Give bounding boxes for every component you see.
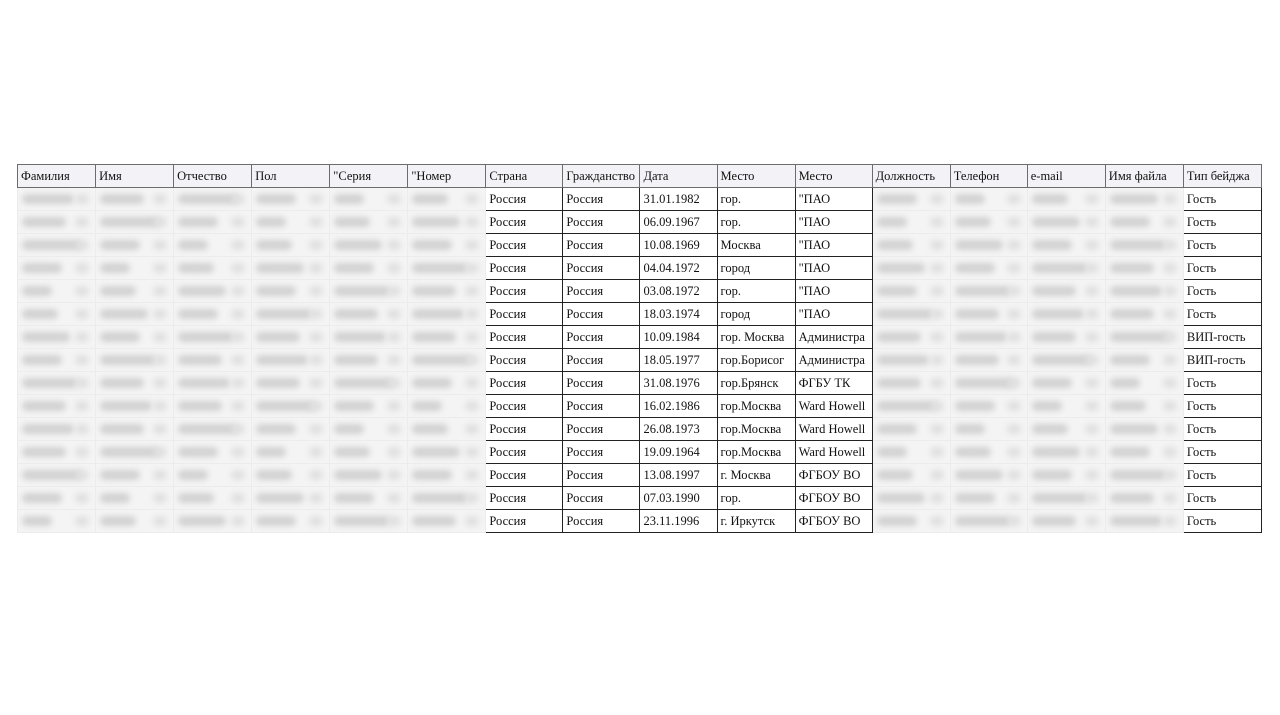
cell-country[interactable]: Россия [486,257,563,280]
cell-firstname-redacted[interactable] [96,257,174,280]
cell-passport-number-redacted[interactable] [408,326,486,349]
table-row [18,395,1262,418]
table-row [18,211,1262,234]
cell-birth-place[interactable]: гор. Москва [717,326,795,349]
cell-date[interactable]: 13.08.1997 [640,464,717,487]
cell-passport-series-redacted[interactable] [330,257,408,280]
cell-gender-redacted[interactable] [252,441,330,464]
col-header-passport-number[interactable]: "Номер [408,165,486,188]
cell-birth-place[interactable]: гор. [717,487,795,510]
cell-country[interactable]: Россия [486,234,563,257]
cell-citizenship[interactable]: Россия [563,487,640,510]
cell-filename-redacted[interactable] [1105,326,1183,349]
cell-gender-redacted[interactable] [252,257,330,280]
cell-gender-redacted[interactable] [252,418,330,441]
cell-patronymic-redacted[interactable] [174,372,252,395]
cell-phone-redacted[interactable] [950,418,1027,441]
cell-position-redacted[interactable] [872,188,950,211]
cell-firstname-redacted[interactable] [96,464,174,487]
cell-passport-number-redacted[interactable] [408,211,486,234]
cell-firstname-redacted[interactable] [96,303,174,326]
cell-country[interactable]: Россия [486,188,563,211]
cell-country[interactable]: Россия [486,441,563,464]
cell-patronymic-redacted[interactable] [174,349,252,372]
cell-badge-type[interactable]: Гость [1183,395,1261,418]
cell-position-redacted[interactable] [872,441,950,464]
cell-position-redacted[interactable] [872,464,950,487]
cell-patronymic-redacted[interactable] [174,303,252,326]
cell-passport-series-redacted[interactable] [330,211,408,234]
cell-country[interactable]: Россия [486,372,563,395]
cell-filename-redacted[interactable] [1105,234,1183,257]
table-row [18,188,1262,211]
cell-gender-redacted[interactable] [252,349,330,372]
cell-gender-redacted[interactable] [252,211,330,234]
cell-patronymic-redacted[interactable] [174,234,252,257]
cell-position-redacted[interactable] [872,372,950,395]
col-header-passport-series[interactable]: "Серия [330,165,408,188]
cell-lastname-redacted[interactable] [18,349,96,372]
table-row [18,487,1262,510]
cell-filename-redacted[interactable] [1105,303,1183,326]
cell-citizenship[interactable]: Россия [563,349,640,372]
cell-patronymic-redacted[interactable] [174,464,252,487]
cell-filename-redacted[interactable] [1105,487,1183,510]
cell-email-redacted[interactable] [1027,234,1105,257]
cell-work-place[interactable]: Ward Howell [795,418,872,441]
cell-passport-series-redacted[interactable] [330,303,408,326]
cell-birth-place[interactable]: гор.Брянск [717,372,795,395]
col-header-email[interactable]: e-mail [1027,165,1105,188]
cell-phone-redacted[interactable] [950,441,1027,464]
cell-filename-redacted[interactable] [1105,395,1183,418]
cell-patronymic-redacted[interactable] [174,441,252,464]
table-row [18,441,1262,464]
cell-gender-redacted[interactable] [252,280,330,303]
cell-birth-place[interactable]: Москва [717,234,795,257]
cell-passport-series-redacted[interactable] [330,234,408,257]
cell-filename-redacted[interactable] [1105,372,1183,395]
cell-lastname-redacted[interactable] [18,188,96,211]
cell-citizenship[interactable]: Россия [563,441,640,464]
cell-passport-number-redacted[interactable] [408,372,486,395]
cell-date[interactable]: 07.03.1990 [640,487,717,510]
cell-lastname-redacted[interactable] [18,326,96,349]
cell-passport-number-redacted[interactable] [408,303,486,326]
cell-firstname-redacted[interactable] [96,487,174,510]
cell-passport-series-redacted[interactable] [330,464,408,487]
cell-firstname-redacted[interactable] [96,326,174,349]
cell-patronymic-redacted[interactable] [174,510,252,533]
cell-passport-number-redacted[interactable] [408,280,486,303]
cell-firstname-redacted[interactable] [96,372,174,395]
cell-work-place[interactable]: "ПАО [795,188,872,211]
cell-birth-place[interactable]: г. Москва [717,464,795,487]
cell-passport-series-redacted[interactable] [330,349,408,372]
table-row [18,280,1262,303]
cell-work-place[interactable]: ФГБУ ТК [795,372,872,395]
cell-work-place[interactable]: Ward Howell [795,395,872,418]
table-row [18,234,1262,257]
cell-lastname-redacted[interactable] [18,510,96,533]
cell-phone-redacted[interactable] [950,372,1027,395]
cell-passport-series-redacted[interactable] [330,372,408,395]
cell-firstname-redacted[interactable] [96,349,174,372]
cell-firstname-redacted[interactable] [96,395,174,418]
cell-position-redacted[interactable] [872,257,950,280]
table-row [18,464,1262,487]
cell-email-redacted[interactable] [1027,349,1105,372]
cell-position-redacted[interactable] [872,326,950,349]
cell-firstname-redacted[interactable] [96,280,174,303]
cell-lastname-redacted[interactable] [18,372,96,395]
cell-citizenship[interactable]: Россия [563,211,640,234]
cell-phone-redacted[interactable] [950,510,1027,533]
cell-date[interactable]: 03.08.1972 [640,280,717,303]
cell-work-place[interactable]: "ПАО [795,257,872,280]
cell-passport-series-redacted[interactable] [330,418,408,441]
cell-email-redacted[interactable] [1027,372,1105,395]
table-body [18,188,1262,533]
cell-firstname-redacted[interactable] [96,510,174,533]
cell-gender-redacted[interactable] [252,464,330,487]
cell-lastname-redacted[interactable] [18,395,96,418]
cell-passport-series-redacted[interactable] [330,441,408,464]
cell-passport-number-redacted[interactable] [408,464,486,487]
col-header-position[interactable]: Должность [872,165,950,188]
cell-citizenship[interactable]: Россия [563,418,640,441]
cell-passport-series-redacted[interactable] [330,487,408,510]
col-header-birth-place[interactable]: Место [717,165,795,188]
cell-date[interactable]: 18.05.1977 [640,349,717,372]
cell-position-redacted[interactable] [872,395,950,418]
cell-citizenship[interactable]: Россия [563,234,640,257]
cell-passport-number-redacted[interactable] [408,510,486,533]
cell-badge-type[interactable]: Гость [1183,464,1261,487]
cell-country[interactable]: Россия [486,395,563,418]
cell-phone-redacted[interactable] [950,487,1027,510]
cell-phone-redacted[interactable] [950,303,1027,326]
cell-position-redacted[interactable] [872,303,950,326]
cell-lastname-redacted[interactable] [18,303,96,326]
cell-firstname-redacted[interactable] [96,234,174,257]
cell-gender-redacted[interactable] [252,395,330,418]
cell-firstname-redacted[interactable] [96,441,174,464]
spreadsheet-table [17,164,1262,546]
cell-work-place[interactable]: "ПАО [795,211,872,234]
cell-country[interactable]: Россия [486,418,563,441]
table-row [18,418,1262,441]
cell-email-redacted[interactable] [1027,280,1105,303]
cell-birth-place[interactable]: гор. [717,188,795,211]
cell-date[interactable]: 10.08.1969 [640,234,717,257]
cell-passport-series-redacted[interactable] [330,280,408,303]
cell-patronymic-redacted[interactable] [174,188,252,211]
cell-phone-redacted[interactable] [950,234,1027,257]
cell-position-redacted[interactable] [872,510,950,533]
cell-passport-series-redacted[interactable] [330,326,408,349]
cell-position-redacted[interactable] [872,487,950,510]
cell-badge-type[interactable]: Гость [1183,280,1261,303]
cell-work-place[interactable]: Администра [795,349,872,372]
cell-passport-series-redacted[interactable] [330,188,408,211]
cell-passport-number-redacted[interactable] [408,441,486,464]
cell-birth-place[interactable]: город [717,257,795,280]
cell-position-redacted[interactable] [872,211,950,234]
cell-phone-redacted[interactable] [950,280,1027,303]
cell-gender-redacted[interactable] [252,188,330,211]
cell-country[interactable]: Россия [486,211,563,234]
cell-gender-redacted[interactable] [252,326,330,349]
cell-email-redacted[interactable] [1027,188,1105,211]
cell-country[interactable]: Россия [486,510,563,533]
cell-filename-redacted[interactable] [1105,349,1183,372]
cell-date[interactable]: 19.09.1964 [640,441,717,464]
cell-birth-place[interactable]: гор.Москва [717,441,795,464]
cell-badge-type[interactable]: Гость [1183,211,1261,234]
cell-date[interactable]: 31.01.1982 [640,188,717,211]
cell-date[interactable]: 06.09.1967 [640,211,717,234]
cell-patronymic-redacted[interactable] [174,326,252,349]
cell-country[interactable]: Россия [486,326,563,349]
cell-work-place[interactable]: Ward Howell [795,441,872,464]
cell-filename-redacted[interactable] [1105,257,1183,280]
cell-country[interactable]: Россия [486,280,563,303]
cell-work-place[interactable]: ФГБОУ ВО [795,487,872,510]
cell-birth-place[interactable]: гор.Москва [717,418,795,441]
cell-filename-redacted[interactable] [1105,464,1183,487]
cell-citizenship[interactable]: Россия [563,395,640,418]
col-header-gender[interactable]: Пол [252,165,330,188]
cell-date[interactable]: 10.09.1984 [640,326,717,349]
table-row [18,257,1262,280]
cell-date[interactable]: 31.08.1976 [640,372,717,395]
cell-gender-redacted[interactable] [252,234,330,257]
cell-passport-number-redacted[interactable] [408,257,486,280]
cell-firstname-redacted[interactable] [96,418,174,441]
cell-position-redacted[interactable] [872,349,950,372]
cell-email-redacted[interactable] [1027,487,1105,510]
cell-citizenship[interactable]: Россия [563,280,640,303]
cell-badge-type[interactable]: Гость [1183,487,1261,510]
cell-date[interactable]: 26.08.1973 [640,418,717,441]
cell-lastname-redacted[interactable] [18,280,96,303]
cell-email-redacted[interactable] [1027,211,1105,234]
cell-lastname-redacted[interactable] [18,487,96,510]
cell-passport-series-redacted[interactable] [330,510,408,533]
cell-email-redacted[interactable] [1027,395,1105,418]
cell-work-place[interactable]: ФГБОУ ВО [795,464,872,487]
cell-gender-redacted[interactable] [252,372,330,395]
cell-email-redacted[interactable] [1027,441,1105,464]
cell-country[interactable]: Россия [486,303,563,326]
cell-birth-place[interactable]: г. Иркутск [717,510,795,533]
col-header-citizenship[interactable]: Гражданство [563,165,640,188]
cell-badge-type[interactable]: Гость [1183,441,1261,464]
cell-work-place[interactable]: "ПАО [795,303,872,326]
cell-passport-series-redacted[interactable] [330,395,408,418]
cell-country[interactable]: Россия [486,464,563,487]
col-header-patronymic[interactable]: Отчество [174,165,252,188]
cell-work-place[interactable]: "ПАО [795,234,872,257]
cell-citizenship[interactable]: Россия [563,372,640,395]
table-row [18,303,1262,326]
cell-filename-redacted[interactable] [1105,418,1183,441]
cell-birth-place[interactable]: гор. [717,280,795,303]
cell-birth-place[interactable]: город [717,303,795,326]
col-header-badge-type[interactable]: Тип бейджа [1183,165,1261,188]
cell-filename-redacted[interactable] [1105,441,1183,464]
cell-country[interactable]: Россия [486,487,563,510]
table-row [18,349,1262,372]
col-header-filename[interactable]: Имя файла [1105,165,1183,188]
cell-phone-redacted[interactable] [950,211,1027,234]
cell-firstname-redacted[interactable] [96,188,174,211]
cell-gender-redacted[interactable] [252,510,330,533]
cell-phone-redacted[interactable] [950,188,1027,211]
cell-email-redacted[interactable] [1027,303,1105,326]
col-header-lastname[interactable]: Фамилия [18,165,96,188]
cell-firstname-redacted[interactable] [96,211,174,234]
col-header-date[interactable]: Дата [640,165,717,188]
table-row [18,510,1262,533]
cell-date[interactable]: 23.11.1996 [640,510,717,533]
cell-badge-type[interactable]: ВИП-гость [1183,326,1261,349]
cell-patronymic-redacted[interactable] [174,418,252,441]
table-row [18,326,1262,349]
cell-work-place[interactable]: ФГБОУ ВО [795,510,872,533]
cell-patronymic-redacted[interactable] [174,257,252,280]
cell-phone-redacted[interactable] [950,349,1027,372]
cell-email-redacted[interactable] [1027,418,1105,441]
cell-filename-redacted[interactable] [1105,211,1183,234]
cell-passport-number-redacted[interactable] [408,234,486,257]
cell-badge-type[interactable]: Гость [1183,372,1261,395]
cell-date[interactable]: 16.02.1986 [640,395,717,418]
cell-filename-redacted[interactable] [1105,280,1183,303]
cell-phone-redacted[interactable] [950,326,1027,349]
cell-position-redacted[interactable] [872,234,950,257]
cell-birth-place[interactable]: гор.Москва [717,395,795,418]
cell-citizenship[interactable]: Россия [563,510,640,533]
cell-email-redacted[interactable] [1027,257,1105,280]
cell-email-redacted[interactable] [1027,510,1105,533]
cell-citizenship[interactable]: Россия [563,303,640,326]
cell-lastname-redacted[interactable] [18,257,96,280]
cell-position-redacted[interactable] [872,418,950,441]
cell-phone-redacted[interactable] [950,257,1027,280]
cell-badge-type[interactable]: Гость [1183,303,1261,326]
cell-passport-number-redacted[interactable] [408,395,486,418]
cell-badge-type[interactable]: Гость [1183,188,1261,211]
cell-date[interactable]: 04.04.1972 [640,257,717,280]
cell-lastname-redacted[interactable] [18,441,96,464]
col-header-firstname[interactable]: Имя [96,165,174,188]
cell-citizenship[interactable]: Россия [563,188,640,211]
cell-work-place[interactable]: Администра [795,326,872,349]
cell-date[interactable]: 18.03.1974 [640,303,717,326]
cell-patronymic-redacted[interactable] [174,487,252,510]
table-row [18,372,1262,395]
cell-citizenship[interactable]: Россия [563,326,640,349]
cell-passport-number-redacted[interactable] [408,418,486,441]
cell-citizenship[interactable]: Россия [563,257,640,280]
cell-patronymic-redacted[interactable] [174,211,252,234]
cell-email-redacted[interactable] [1027,464,1105,487]
cell-position-redacted[interactable] [872,280,950,303]
cell-badge-type[interactable]: Гость [1183,510,1261,533]
guest-list-table [17,164,1262,533]
cell-patronymic-redacted[interactable] [174,280,252,303]
cell-badge-type[interactable]: ВИП-гость [1183,349,1261,372]
cell-country[interactable]: Россия [486,349,563,372]
cell-filename-redacted[interactable] [1105,510,1183,533]
cell-birth-place[interactable]: гор. [717,211,795,234]
cell-citizenship[interactable]: Россия [563,464,640,487]
cell-badge-type[interactable]: Гость [1183,234,1261,257]
cell-email-redacted[interactable] [1027,326,1105,349]
cell-birth-place[interactable]: гор.Борисог [717,349,795,372]
header-row [18,165,1262,188]
cell-gender-redacted[interactable] [252,303,330,326]
cell-phone-redacted[interactable] [950,395,1027,418]
cell-lastname-redacted[interactable] [18,234,96,257]
col-header-work-place[interactable]: Место [795,165,872,188]
cell-lastname-redacted[interactable] [18,464,96,487]
col-header-phone[interactable]: Телефон [950,165,1027,188]
cell-work-place[interactable]: "ПАО [795,280,872,303]
cell-passport-number-redacted[interactable] [408,349,486,372]
cell-phone-redacted[interactable] [950,464,1027,487]
cell-gender-redacted[interactable] [252,487,330,510]
cell-lastname-redacted[interactable] [18,211,96,234]
cell-patronymic-redacted[interactable] [174,395,252,418]
cell-passport-number-redacted[interactable] [408,487,486,510]
cell-badge-type[interactable]: Гость [1183,418,1261,441]
cell-badge-type[interactable]: Гость [1183,257,1261,280]
col-header-country[interactable]: Страна [486,165,563,188]
cell-lastname-redacted[interactable] [18,418,96,441]
cell-filename-redacted[interactable] [1105,188,1183,211]
cell-passport-number-redacted[interactable] [408,188,486,211]
table-edge-fade [17,540,1262,546]
